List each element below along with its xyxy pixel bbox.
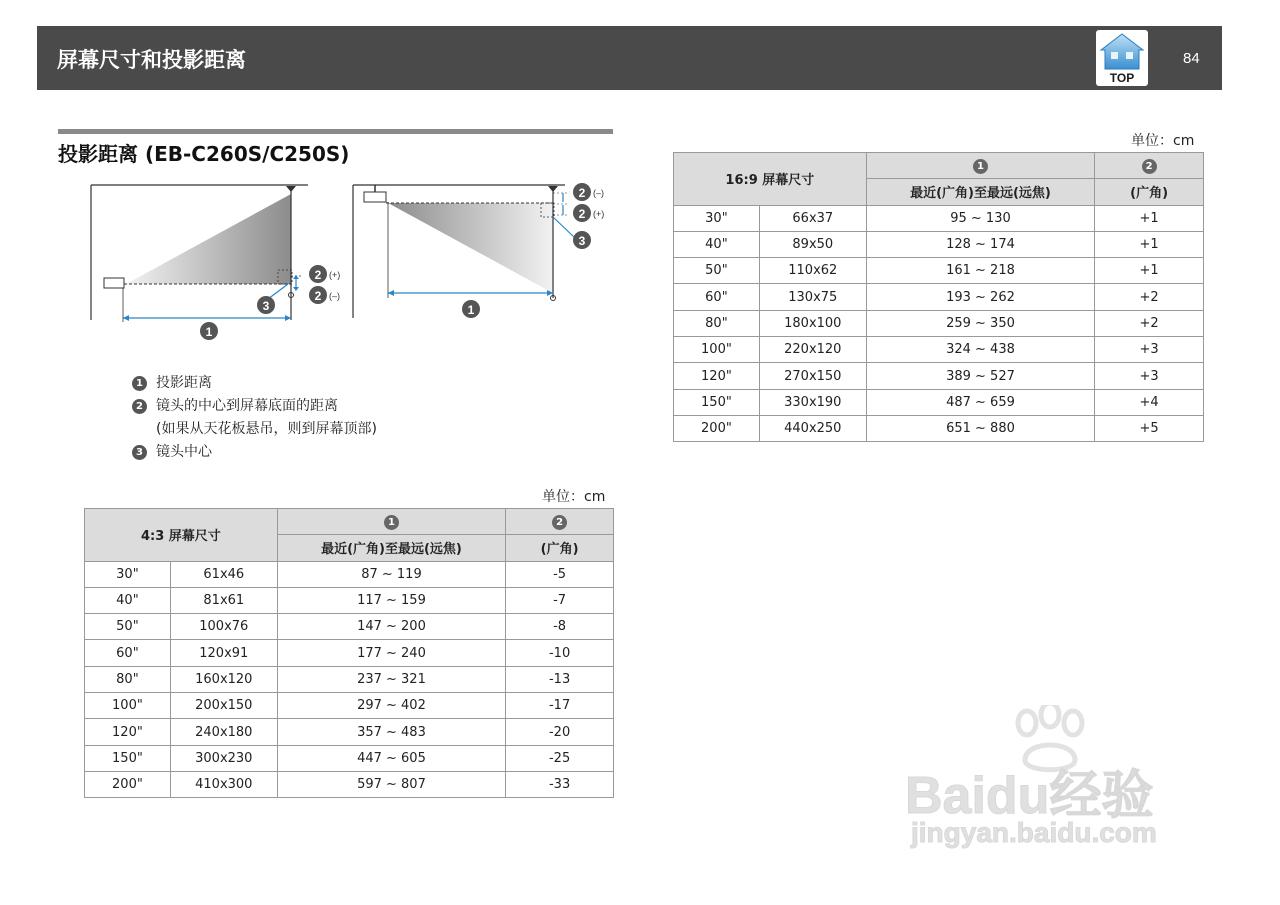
legend-num: 1 bbox=[132, 376, 147, 391]
table-43-cell-distance: 357 ~ 483 bbox=[277, 719, 505, 745]
table-43-cell-diagonal: 120" bbox=[85, 719, 171, 745]
table-169-cell-distance: 389 ~ 527 bbox=[866, 363, 1094, 389]
table-row bbox=[85, 640, 614, 666]
table-169-cell-diagonal: 100" bbox=[674, 337, 760, 363]
table-169-cell-diagonal: 40" bbox=[674, 231, 760, 257]
table-43-cell-offset: -13 bbox=[506, 666, 614, 692]
table-169-header-size: 16:9 屏幕尺寸 bbox=[674, 153, 867, 206]
table-43-header-col1: 最近(广角)至最远(远焦) bbox=[277, 535, 505, 561]
table-row bbox=[674, 205, 1204, 231]
top-label: TOP bbox=[1109, 71, 1135, 85]
projection-beam bbox=[388, 203, 553, 293]
table-43-cell-distance: 297 ~ 402 bbox=[277, 693, 505, 719]
table-row bbox=[85, 745, 614, 771]
table-169-cell-size: 66x37 bbox=[759, 205, 866, 231]
diagram1-num3: 3 bbox=[262, 299, 270, 313]
table-43 bbox=[84, 508, 614, 798]
table-row bbox=[85, 771, 614, 797]
page-header-title: 屏幕尺寸和投影距离 bbox=[57, 48, 246, 72]
ceiling-projection-diagram bbox=[350, 180, 615, 325]
table-43-cell-distance: 597 ~ 807 bbox=[277, 771, 505, 797]
diagram2-plus: (+) bbox=[593, 209, 605, 219]
table-43-cell-offset: -8 bbox=[506, 614, 614, 640]
table-43-cell-size: 240x180 bbox=[170, 719, 277, 745]
table-row bbox=[85, 614, 614, 640]
table-169-cell-offset: +5 bbox=[1095, 415, 1204, 441]
table-43-unit: 单位：cm bbox=[542, 489, 606, 505]
table-row bbox=[674, 337, 1204, 363]
table-row bbox=[85, 719, 614, 745]
diagram1-plus: (+) bbox=[329, 270, 341, 280]
table-169-cell-distance: 95 ~ 130 bbox=[866, 205, 1094, 231]
table-169 bbox=[673, 152, 1204, 442]
table-43-cell-size: 160x120 bbox=[170, 666, 277, 692]
table-row bbox=[85, 561, 614, 587]
legend-item bbox=[132, 372, 377, 395]
table-43-cell-size: 100x76 bbox=[170, 614, 277, 640]
watermark-url: jingyan.baidu.com bbox=[911, 817, 1157, 848]
section-divider bbox=[58, 129, 613, 134]
table-169-cell-offset: +2 bbox=[1095, 284, 1204, 310]
table-row bbox=[674, 363, 1204, 389]
table-169-cell-diagonal: 120" bbox=[674, 363, 760, 389]
table-169-header-num1: 1 bbox=[866, 153, 1094, 179]
legend-text: (如果从天花板悬吊，则到屏幕顶部) bbox=[156, 421, 377, 437]
table-43-cell-distance: 117 ~ 159 bbox=[277, 587, 505, 613]
table-43-cell-diagonal: 40" bbox=[85, 587, 171, 613]
baidu-watermark bbox=[905, 705, 1205, 865]
table-row bbox=[85, 693, 614, 719]
table-43-cell-size: 81x61 bbox=[170, 587, 277, 613]
table-169-cell-size: 270x150 bbox=[759, 363, 866, 389]
table-row bbox=[674, 258, 1204, 284]
table-43-cell-diagonal: 50" bbox=[85, 614, 171, 640]
table-169-cell-size: 89x50 bbox=[759, 231, 866, 257]
table-169-header-num2: 2 bbox=[1095, 153, 1204, 179]
table-169-cell-distance: 259 ~ 350 bbox=[866, 310, 1094, 336]
diagram1-num2b: 2 bbox=[314, 289, 322, 303]
legend-text: 镜头中心 bbox=[156, 444, 212, 460]
floor-projection-diagram bbox=[88, 180, 353, 345]
table-169-cell-size: 330x190 bbox=[759, 389, 866, 415]
table-169-cell-diagonal: 80" bbox=[674, 310, 760, 336]
table-169-cell-offset: +3 bbox=[1095, 337, 1204, 363]
page-header bbox=[37, 26, 1222, 90]
table-169-cell-distance: 651 ~ 880 bbox=[866, 415, 1094, 441]
table-169-header-col2: (广角) bbox=[1095, 179, 1204, 205]
table-169-cell-offset: +1 bbox=[1095, 231, 1204, 257]
table-43-cell-offset: -20 bbox=[506, 719, 614, 745]
table-row bbox=[674, 310, 1204, 336]
diagram1-num2a: 2 bbox=[314, 268, 322, 282]
table-169-cell-size: 440x250 bbox=[759, 415, 866, 441]
table-43-header-col2: (广角) bbox=[506, 535, 614, 561]
table-43-cell-offset: -10 bbox=[506, 640, 614, 666]
table-169-cell-size: 220x120 bbox=[759, 337, 866, 363]
projection-beam bbox=[126, 194, 291, 284]
diagram2-num1: 1 bbox=[467, 303, 475, 317]
table-43-cell-diagonal: 60" bbox=[85, 640, 171, 666]
legend-item bbox=[132, 418, 377, 441]
table-169-cell-diagonal: 60" bbox=[674, 284, 760, 310]
table-43-cell-diagonal: 80" bbox=[85, 666, 171, 692]
table-row bbox=[85, 587, 614, 613]
diagram2-num2b: 2 bbox=[578, 207, 586, 221]
projector bbox=[104, 278, 124, 288]
table-169-cell-offset: +3 bbox=[1095, 363, 1204, 389]
table-169-cell-diagonal: 30" bbox=[674, 205, 760, 231]
table-row bbox=[674, 389, 1204, 415]
top-button[interactable] bbox=[1096, 30, 1148, 86]
legend-item bbox=[132, 441, 377, 464]
home-icon bbox=[1099, 32, 1145, 70]
table-169-header-col1: 最近(广角)至最远(远焦) bbox=[866, 179, 1094, 205]
table-row bbox=[674, 284, 1204, 310]
table-43-cell-distance: 177 ~ 240 bbox=[277, 640, 505, 666]
diagram1-num1: 1 bbox=[205, 325, 213, 339]
table-43-cell-diagonal: 200" bbox=[85, 771, 171, 797]
table-row bbox=[85, 666, 614, 692]
table-169-cell-distance: 128 ~ 174 bbox=[866, 231, 1094, 257]
table-43-cell-diagonal: 100" bbox=[85, 693, 171, 719]
legend-num: 2 bbox=[132, 399, 147, 414]
diagram2-num2a: 2 bbox=[578, 186, 586, 200]
table-43-cell-size: 61x46 bbox=[170, 561, 277, 587]
table-43-header-num1: 1 bbox=[277, 509, 505, 535]
table-43-header-num2: 2 bbox=[506, 509, 614, 535]
legend-text: 投影距离 bbox=[156, 375, 212, 391]
table-169-cell-distance: 161 ~ 218 bbox=[866, 258, 1094, 284]
table-43-cell-offset: -7 bbox=[506, 587, 614, 613]
diagram-legend bbox=[132, 372, 377, 464]
page-number: 84 bbox=[1183, 50, 1200, 67]
table-169-cell-distance: 487 ~ 659 bbox=[866, 389, 1094, 415]
table-43-cell-diagonal: 30" bbox=[85, 561, 171, 587]
diagram2-minus: (–) bbox=[593, 188, 604, 198]
legend-num: 3 bbox=[132, 445, 147, 460]
table-169-cell-diagonal: 200" bbox=[674, 415, 760, 441]
table-43-cell-offset: -17 bbox=[506, 693, 614, 719]
diagram1-minus: (–) bbox=[329, 291, 340, 301]
table-169-cell-diagonal: 50" bbox=[674, 258, 760, 284]
table-43-cell-offset: -33 bbox=[506, 771, 614, 797]
table-169-cell-diagonal: 150" bbox=[674, 389, 760, 415]
table-169-unit: 单位：cm bbox=[1131, 133, 1195, 149]
table-43-cell-offset: -5 bbox=[506, 561, 614, 587]
table-169-cell-distance: 193 ~ 262 bbox=[866, 284, 1094, 310]
watermark-brand: Baidu经验 bbox=[905, 767, 1154, 825]
table-169-cell-offset: +1 bbox=[1095, 205, 1204, 231]
table-169-cell-offset: +1 bbox=[1095, 258, 1204, 284]
section-title: 投影距离 (EB-C260S/C250S) bbox=[58, 142, 350, 166]
projector bbox=[364, 192, 386, 202]
table-43-cell-distance: 147 ~ 200 bbox=[277, 614, 505, 640]
table-43-header-size: 4:3 屏幕尺寸 bbox=[85, 509, 278, 562]
table-43-cell-distance: 87 ~ 119 bbox=[277, 561, 505, 587]
legend-item bbox=[132, 395, 377, 418]
table-43-cell-size: 200x150 bbox=[170, 693, 277, 719]
table-43-cell-size: 300x230 bbox=[170, 745, 277, 771]
legend-text: 镜头的中心到屏幕底面的距离 bbox=[156, 398, 338, 414]
diagram2-num3: 3 bbox=[578, 234, 586, 248]
table-43-cell-size: 410x300 bbox=[170, 771, 277, 797]
table-row bbox=[674, 415, 1204, 441]
table-43-cell-distance: 237 ~ 321 bbox=[277, 666, 505, 692]
table-43-cell-diagonal: 150" bbox=[85, 745, 171, 771]
table-43-cell-offset: -25 bbox=[506, 745, 614, 771]
table-169-cell-size: 130x75 bbox=[759, 284, 866, 310]
table-169-cell-offset: +4 bbox=[1095, 389, 1204, 415]
table-169-cell-offset: +2 bbox=[1095, 310, 1204, 336]
table-row bbox=[674, 231, 1204, 257]
table-169-cell-size: 180x100 bbox=[759, 310, 866, 336]
table-169-cell-distance: 324 ~ 438 bbox=[866, 337, 1094, 363]
table-169-cell-size: 110x62 bbox=[759, 258, 866, 284]
table-43-cell-distance: 447 ~ 605 bbox=[277, 745, 505, 771]
table-43-cell-size: 120x91 bbox=[170, 640, 277, 666]
